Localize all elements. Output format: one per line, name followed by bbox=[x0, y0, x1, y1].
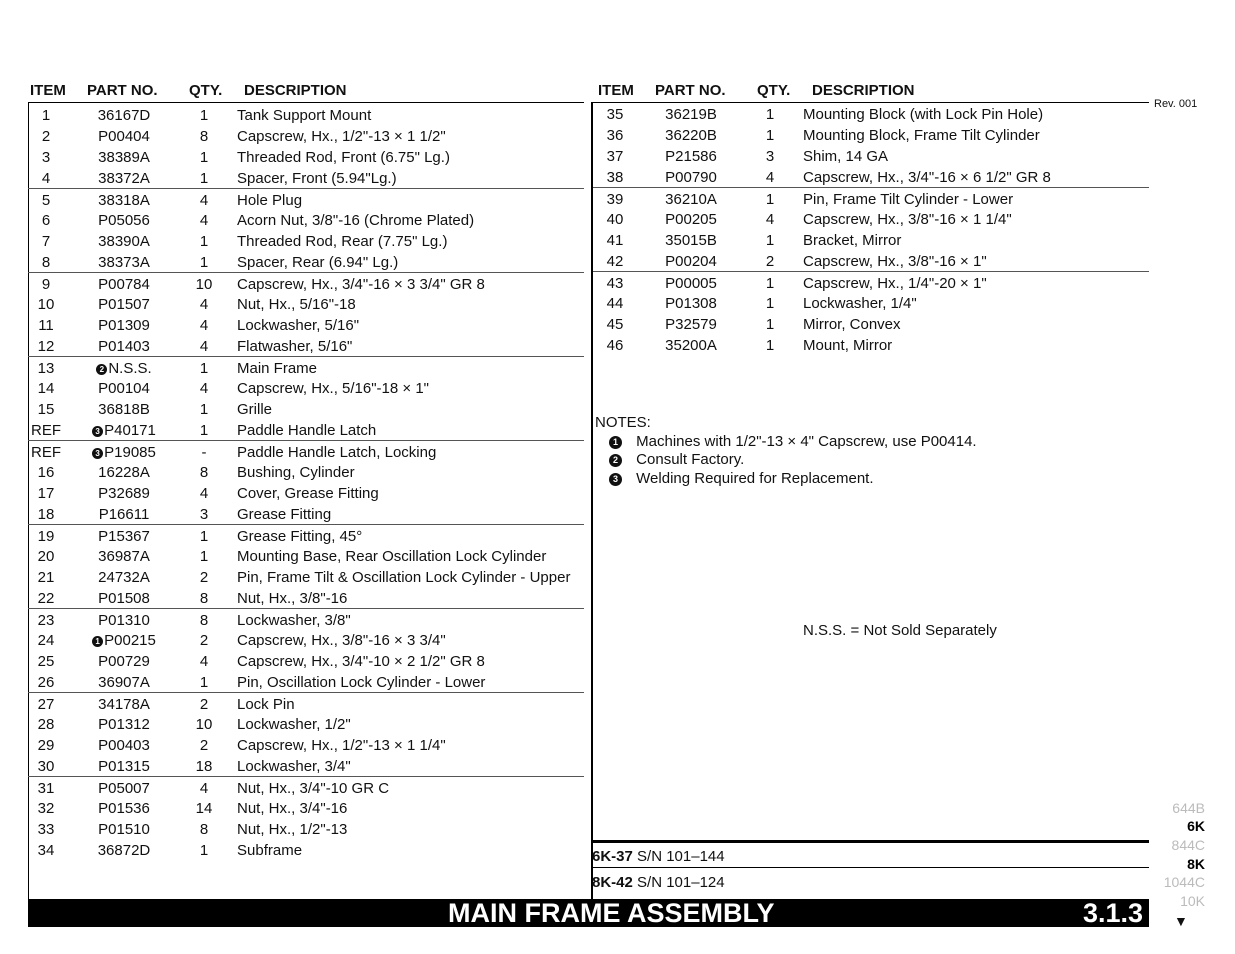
item-number: 1 bbox=[41, 107, 51, 124]
item-number: 13 bbox=[37, 360, 55, 377]
quantity: 10 bbox=[195, 276, 213, 293]
item-number: REF bbox=[31, 422, 61, 439]
quantity: 18 bbox=[195, 758, 213, 775]
part-number-text: P00215 bbox=[104, 632, 156, 649]
description: Mounting Base, Rear Oscillation Lock Cylinder bbox=[237, 548, 547, 565]
part-number: P01315 bbox=[98, 758, 150, 775]
quantity: 4 bbox=[199, 653, 209, 670]
part-number bbox=[81, 422, 167, 439]
description: Nut, Hx., 1/2"-13 bbox=[237, 821, 348, 838]
item-number: 43 bbox=[606, 275, 624, 292]
table-row bbox=[28, 461, 584, 482]
part-number bbox=[81, 444, 167, 461]
title-bar bbox=[28, 899, 1149, 927]
table-row bbox=[593, 103, 1149, 124]
table-row bbox=[28, 608, 584, 629]
description: Bracket, Mirror bbox=[803, 232, 902, 249]
table-row bbox=[28, 293, 584, 314]
item-number: REF bbox=[31, 444, 61, 461]
page-title: MAIN FRAME ASSEMBLY bbox=[448, 898, 775, 928]
header-description: DESCRIPTION bbox=[812, 82, 915, 99]
quantity: 1 bbox=[765, 337, 775, 354]
part-number: P01309 bbox=[98, 317, 150, 334]
quantity: 1 bbox=[765, 295, 775, 312]
table-row bbox=[593, 313, 1149, 334]
quantity: - bbox=[201, 444, 207, 461]
model-label: 8K bbox=[1187, 856, 1205, 872]
part-number: P00784 bbox=[98, 276, 150, 293]
description: Shim, 14 GA bbox=[803, 148, 889, 165]
quantity: 4 bbox=[199, 296, 209, 313]
item-number: 4 bbox=[41, 170, 51, 187]
part-number-text: N.S.S. bbox=[108, 360, 152, 377]
description: Nut, Hx., 3/8"-16 bbox=[237, 590, 348, 607]
description: Capscrew, Hx., 5/16"-18 × 1" bbox=[237, 380, 429, 397]
description: Capscrew, Hx., 3/8"-16 × 1" bbox=[803, 253, 987, 270]
table-row bbox=[28, 797, 584, 818]
part-number: 24732A bbox=[98, 569, 150, 586]
quantity: 1 bbox=[199, 842, 209, 859]
part-number bbox=[81, 632, 167, 649]
table-row bbox=[28, 713, 584, 734]
quantity: 2 bbox=[199, 569, 209, 586]
quantity: 3 bbox=[199, 506, 209, 523]
part-number: 38318A bbox=[98, 192, 150, 209]
description: Mounting Block (with Lock Pin Hole) bbox=[803, 106, 1044, 123]
description: Pin, Oscillation Lock Cylinder - Lower bbox=[237, 674, 486, 691]
description: Mirror, Convex bbox=[803, 316, 901, 333]
table-row bbox=[28, 398, 584, 419]
item-number: 41 bbox=[606, 232, 624, 249]
table-row bbox=[28, 314, 584, 335]
description: Capscrew, Hx., 3/8"-16 × 1 1/4" bbox=[803, 211, 1012, 228]
note-1 bbox=[609, 433, 977, 450]
serial-model: 6K-37 bbox=[592, 848, 633, 865]
quantity: 4 bbox=[765, 169, 775, 186]
table-row bbox=[28, 209, 584, 230]
part-number: 38372A bbox=[98, 170, 150, 187]
table-row bbox=[28, 188, 584, 209]
part-number: 38373A bbox=[98, 254, 150, 271]
quantity: 8 bbox=[199, 612, 209, 629]
part-number: P00404 bbox=[98, 128, 150, 145]
quantity: 1 bbox=[765, 106, 775, 123]
item-number: 15 bbox=[37, 401, 55, 418]
quantity: 10 bbox=[195, 716, 213, 733]
item-number: 27 bbox=[37, 696, 55, 713]
part-number: P00729 bbox=[98, 653, 150, 670]
item-number: 45 bbox=[606, 316, 624, 333]
quantity: 1 bbox=[199, 170, 209, 187]
quantity: 2 bbox=[765, 253, 775, 270]
quantity: 1 bbox=[199, 422, 209, 439]
table-row bbox=[28, 545, 584, 566]
item-number: 14 bbox=[37, 380, 55, 397]
header-qty: QTY. bbox=[189, 82, 223, 99]
item-number: 35 bbox=[606, 106, 624, 123]
description: Flatwasher, 5/16" bbox=[237, 338, 353, 355]
part-number: 38389A bbox=[98, 149, 150, 166]
quantity: 1 bbox=[199, 254, 209, 271]
part-number: P01510 bbox=[98, 821, 150, 838]
header-qty: QTY. bbox=[757, 82, 791, 99]
part-number: 35015B bbox=[665, 232, 717, 249]
quantity: 4 bbox=[199, 212, 209, 229]
table-row bbox=[28, 272, 584, 293]
description: Grille bbox=[237, 401, 273, 418]
model-label: 844C bbox=[1171, 837, 1205, 853]
part-number: P01507 bbox=[98, 296, 150, 313]
quantity: 14 bbox=[195, 800, 213, 817]
description: Lockwasher, 5/16" bbox=[237, 317, 360, 334]
item-number: 23 bbox=[37, 612, 55, 629]
quantity: 1 bbox=[199, 674, 209, 691]
part-number: P00005 bbox=[665, 275, 717, 292]
part-number: P01312 bbox=[98, 716, 150, 733]
quantity: 4 bbox=[765, 211, 775, 228]
description: Nut, Hx., 3/4"-10 GR C bbox=[237, 780, 390, 797]
quantity: 1 bbox=[199, 528, 209, 545]
part-number: P00790 bbox=[665, 169, 717, 186]
table-row bbox=[28, 356, 584, 377]
description: Grease Fitting bbox=[237, 506, 332, 523]
item-number: 6 bbox=[41, 212, 51, 229]
description: Capscrew, Hx., 3/4"-16 × 3 3/4" GR 8 bbox=[237, 276, 485, 293]
model-label: 10K bbox=[1180, 893, 1205, 909]
quantity: 1 bbox=[199, 360, 209, 377]
part-number: P00205 bbox=[665, 211, 717, 228]
description: Capscrew, Hx., 1/2"-13 × 1 1/4" bbox=[237, 737, 446, 754]
note-marker: 3 bbox=[92, 448, 103, 459]
quantity: 4 bbox=[199, 338, 209, 355]
down-arrow-icon: ▼ bbox=[1174, 913, 1188, 929]
part-number: P01403 bbox=[98, 338, 150, 355]
description: Lockwasher, 1/4" bbox=[803, 295, 917, 312]
quantity: 2 bbox=[199, 632, 209, 649]
part-number: 35200A bbox=[665, 337, 717, 354]
table-row bbox=[593, 208, 1149, 229]
item-number: 39 bbox=[606, 191, 624, 208]
table-row bbox=[28, 818, 584, 839]
part-number: 36210A bbox=[665, 191, 717, 208]
revision-label: Rev. 001 bbox=[1154, 98, 1198, 110]
description: Pin, Frame Tilt & Oscillation Lock Cylinder - Upper bbox=[237, 569, 571, 586]
part-number: P32689 bbox=[98, 485, 150, 502]
part-number bbox=[81, 360, 167, 377]
part-number: P05007 bbox=[98, 780, 150, 797]
quantity: 1 bbox=[199, 149, 209, 166]
quantity: 8 bbox=[199, 464, 209, 481]
table-row bbox=[28, 419, 584, 440]
description: Paddle Handle Latch, Locking bbox=[237, 444, 437, 461]
quantity: 1 bbox=[199, 107, 209, 124]
model-label: 1044C bbox=[1163, 874, 1205, 890]
table-row bbox=[28, 125, 584, 146]
part-number: 36220B bbox=[665, 127, 717, 144]
note-marker-3: 3 bbox=[609, 473, 622, 486]
table-row bbox=[593, 145, 1149, 166]
header-part-no: PART NO. bbox=[655, 82, 726, 99]
table-row bbox=[28, 146, 584, 167]
description: Subframe bbox=[237, 842, 303, 859]
table-row bbox=[28, 734, 584, 755]
note-text: Welding Required for Replacement. bbox=[636, 470, 874, 487]
item-number: 5 bbox=[41, 192, 51, 209]
quantity: 1 bbox=[765, 275, 775, 292]
description: Lockwasher, 1/2" bbox=[237, 716, 351, 733]
item-number: 42 bbox=[606, 253, 624, 270]
item-number: 33 bbox=[37, 821, 55, 838]
description: Capscrew, Hx., 3/4"-10 × 2 1/2" GR 8 bbox=[237, 653, 485, 670]
part-number: P01308 bbox=[665, 295, 717, 312]
item-number: 7 bbox=[41, 233, 51, 250]
model-label: 644B bbox=[1172, 800, 1205, 816]
part-number: P01310 bbox=[98, 612, 150, 629]
part-number: 36987A bbox=[98, 548, 150, 565]
description: Spacer, Rear (6.94" Lg.) bbox=[237, 254, 399, 271]
item-number: 31 bbox=[37, 780, 55, 797]
table-row bbox=[28, 524, 584, 545]
header-description: DESCRIPTION bbox=[244, 82, 347, 99]
description: Mounting Block, Frame Tilt Cylinder bbox=[803, 127, 1040, 144]
table-row bbox=[28, 629, 584, 650]
description: Cover, Grease Fitting bbox=[237, 485, 379, 502]
part-number: P16611 bbox=[98, 506, 150, 523]
item-number: 10 bbox=[37, 296, 55, 313]
part-number: P15367 bbox=[98, 528, 150, 545]
item-number: 19 bbox=[37, 528, 55, 545]
table-row bbox=[593, 166, 1149, 187]
part-number-text: P40171 bbox=[104, 422, 156, 439]
part-number: P01508 bbox=[98, 590, 150, 607]
item-number: 20 bbox=[37, 548, 55, 565]
item-number: 38 bbox=[606, 169, 624, 186]
part-number: 34178A bbox=[98, 696, 150, 713]
table-row bbox=[28, 566, 584, 587]
item-number: 29 bbox=[37, 737, 55, 754]
description: Capscrew, Hx., 1/4"-20 × 1" bbox=[803, 275, 987, 292]
item-number: 16 bbox=[37, 464, 55, 481]
quantity: 8 bbox=[199, 128, 209, 145]
part-number: P00403 bbox=[98, 737, 150, 754]
quantity: 1 bbox=[765, 191, 775, 208]
quantity: 4 bbox=[199, 485, 209, 502]
part-number: P01536 bbox=[98, 800, 150, 817]
quantity: 2 bbox=[199, 696, 209, 713]
quantity: 1 bbox=[199, 233, 209, 250]
quantity: 8 bbox=[199, 590, 209, 607]
part-number: P00104 bbox=[98, 380, 150, 397]
part-number: 38390A bbox=[98, 233, 150, 250]
header-part-no: PART NO. bbox=[87, 82, 158, 99]
table-row bbox=[28, 692, 584, 713]
description: Mount, Mirror bbox=[803, 337, 893, 354]
table-row bbox=[593, 334, 1149, 355]
item-number: 32 bbox=[37, 800, 55, 817]
quantity: 1 bbox=[765, 232, 775, 249]
item-number: 22 bbox=[37, 590, 55, 607]
table-row bbox=[28, 776, 584, 797]
quantity: 4 bbox=[199, 317, 209, 334]
item-number: 37 bbox=[606, 148, 624, 165]
item-number: 44 bbox=[606, 295, 624, 312]
part-number: P21586 bbox=[665, 148, 717, 165]
item-number: 46 bbox=[606, 337, 624, 354]
item-number: 28 bbox=[37, 716, 55, 733]
table-row bbox=[593, 124, 1149, 145]
part-number: 36872D bbox=[97, 842, 151, 859]
table-row bbox=[28, 650, 584, 671]
note-2 bbox=[609, 451, 744, 468]
item-number: 36 bbox=[606, 127, 624, 144]
part-number: 36907A bbox=[98, 674, 150, 691]
quantity: 1 bbox=[765, 316, 775, 333]
description: Spacer, Front (5.94"Lg.) bbox=[237, 170, 397, 187]
table-row bbox=[593, 229, 1149, 250]
notes-title: NOTES: bbox=[595, 414, 651, 431]
item-number: 3 bbox=[41, 149, 51, 166]
part-number: 36167D bbox=[97, 107, 151, 124]
note-marker-1: 1 bbox=[609, 436, 622, 449]
item-number: 18 bbox=[37, 506, 55, 523]
quantity: 1 bbox=[199, 401, 209, 418]
table-row bbox=[28, 671, 584, 692]
nss-legend: N.S.S. = Not Sold Separately bbox=[803, 622, 997, 639]
description: Paddle Handle Latch bbox=[237, 422, 377, 439]
description: Nut, Hx., 5/16"-18 bbox=[237, 296, 356, 313]
table-row bbox=[28, 755, 584, 776]
quantity: 4 bbox=[199, 380, 209, 397]
part-number: 36818B bbox=[98, 401, 150, 418]
description: Acorn Nut, 3/8"-16 (Chrome Plated) bbox=[237, 212, 475, 229]
item-number: 11 bbox=[38, 317, 54, 334]
table-row bbox=[28, 482, 584, 503]
serial-range: S/N 101–124 bbox=[637, 874, 725, 891]
part-number: P00204 bbox=[665, 253, 717, 270]
quantity: 3 bbox=[765, 148, 775, 165]
description: Lockwasher, 3/4" bbox=[237, 758, 351, 775]
description: Lockwasher, 3/8" bbox=[237, 612, 351, 629]
serial-model: 8K-42 bbox=[592, 874, 633, 891]
serial-range-6k bbox=[591, 840, 1149, 868]
item-number: 12 bbox=[37, 338, 55, 355]
serial-range: S/N 101–144 bbox=[637, 848, 725, 865]
table-row bbox=[593, 187, 1149, 208]
part-number: 16228A bbox=[98, 464, 150, 481]
quantity: 8 bbox=[199, 821, 209, 838]
item-number: 8 bbox=[41, 254, 51, 271]
table-row bbox=[28, 839, 584, 860]
item-number: 30 bbox=[37, 758, 55, 775]
header-item: ITEM bbox=[598, 82, 634, 99]
description: Hole Plug bbox=[237, 192, 303, 209]
table-row bbox=[28, 587, 584, 608]
description: Capscrew, Hx., 1/2"-13 × 1 1/2" bbox=[237, 128, 446, 145]
description: Threaded Rod, Front (6.75" Lg.) bbox=[237, 149, 450, 166]
quantity: 1 bbox=[765, 127, 775, 144]
quantity: 1 bbox=[199, 548, 209, 565]
item-number: 26 bbox=[37, 674, 55, 691]
header-item: ITEM bbox=[30, 82, 66, 99]
description: Tank Support Mount bbox=[237, 107, 372, 124]
table-row bbox=[593, 271, 1149, 292]
part-number-text: P19085 bbox=[104, 444, 156, 461]
description: Capscrew, Hx., 3/4"-16 × 6 1/2" GR 8 bbox=[803, 169, 1051, 186]
description: Threaded Rod, Rear (7.75" Lg.) bbox=[237, 233, 448, 250]
description: Grease Fitting, 45° bbox=[237, 528, 363, 545]
quantity: 4 bbox=[199, 192, 209, 209]
table-row bbox=[28, 440, 584, 461]
quantity: 2 bbox=[199, 737, 209, 754]
model-label: 6K bbox=[1187, 818, 1205, 834]
table-row bbox=[28, 230, 584, 251]
item-number: 34 bbox=[37, 842, 55, 859]
note-marker: 3 bbox=[92, 426, 103, 437]
note-3 bbox=[609, 470, 874, 487]
description: Lock Pin bbox=[237, 696, 295, 713]
note-text: Machines with 1/2"-13 × 4" Capscrew, use P00414. bbox=[636, 433, 977, 450]
description: Capscrew, Hx., 3/8"-16 × 3 3/4" bbox=[237, 632, 446, 649]
item-number: 40 bbox=[606, 211, 624, 228]
table-row bbox=[593, 250, 1149, 271]
item-number: 25 bbox=[37, 653, 55, 670]
serial-range-8k bbox=[591, 873, 1149, 899]
part-number: P32579 bbox=[665, 316, 717, 333]
part-number: P05056 bbox=[98, 212, 150, 229]
note-marker: 1 bbox=[92, 636, 103, 647]
table-row bbox=[28, 104, 584, 125]
description: Pin, Frame Tilt Cylinder - Lower bbox=[803, 191, 1014, 208]
part-number: 36219B bbox=[665, 106, 717, 123]
table-row bbox=[593, 292, 1149, 313]
table-row bbox=[28, 167, 584, 188]
item-number: 21 bbox=[37, 569, 55, 586]
table-row bbox=[28, 377, 584, 398]
section-number: 3.1.3 bbox=[1082, 898, 1143, 928]
item-number: 17 bbox=[37, 485, 55, 502]
note-marker-2: 2 bbox=[609, 454, 622, 467]
table-row bbox=[28, 503, 584, 524]
note-marker: 2 bbox=[96, 364, 107, 375]
description: Bushing, Cylinder bbox=[237, 464, 355, 481]
item-number: 24 bbox=[37, 632, 55, 649]
table-row bbox=[28, 335, 584, 356]
item-number: 9 bbox=[41, 276, 51, 293]
item-number: 2 bbox=[41, 128, 51, 145]
quantity: 4 bbox=[199, 780, 209, 797]
table-row bbox=[28, 251, 584, 272]
description: Main Frame bbox=[237, 360, 318, 377]
description: Nut, Hx., 3/4"-16 bbox=[237, 800, 348, 817]
note-text: Consult Factory. bbox=[636, 451, 745, 468]
